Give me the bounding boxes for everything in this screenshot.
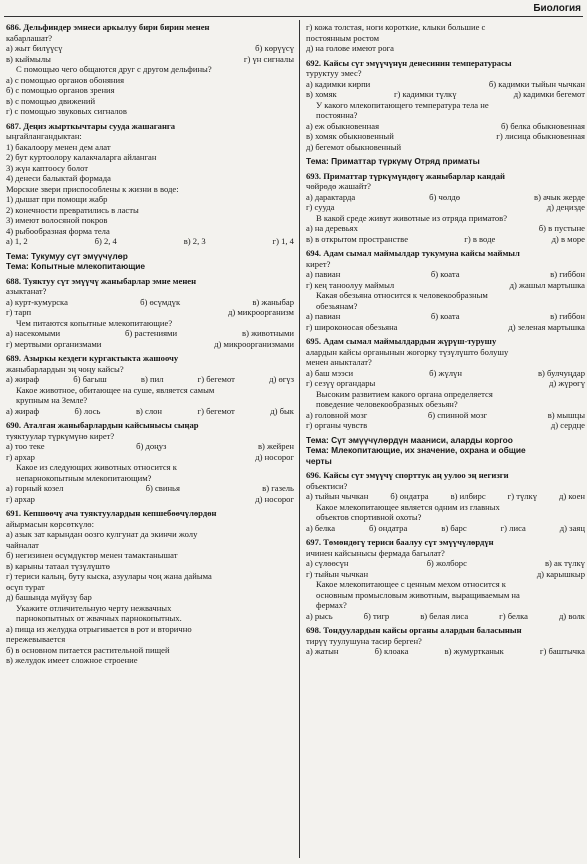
answer-option: в) ачык жерде [534,191,585,202]
answer-option: а) тыйын чычкан [306,491,369,501]
answer-option: а) павиан [306,311,341,321]
answer-row-ru [6,655,294,666]
question-line: 1) дышат при помощи жабр [6,194,108,204]
answer-option: а) горный козел [6,483,64,493]
answer-option: д) деңизде [546,202,585,212]
question-line: постоянным ростом [306,32,380,43]
answer-row-ru [306,131,585,142]
answer-row-ky [6,43,294,54]
topic-line: Тема: Приматтар түркүмү Отряд приматы [306,156,480,166]
answer-option: б) жүлүн [429,367,462,378]
question-block [6,121,294,247]
question-line: 692. Кайсы сүт эмүүчүнүн денесинин температурасы [306,57,512,68]
answer-option: в) жаныбар [252,296,294,307]
answer-row-ky [6,374,294,385]
question-line: алардын кайсы органынын жогорку түзүлүштө болушу [306,346,509,357]
answer-option: д) карышкыр [536,568,585,579]
answer-option: г) с помощью звуковых сигналов [6,106,127,116]
question-text-ru: поведение человекообразных обезьян? [316,399,458,409]
question-line: д) башында мүйүзү бар [6,592,92,602]
answer-option: г) белка [499,610,528,621]
answer-option: а) белка [306,522,336,533]
question-block [6,420,294,504]
answer-row-ky [306,378,585,389]
question-block [6,22,294,117]
question-block [306,58,585,153]
answer-option: в) ак түлкү [544,558,585,568]
question-line: 687. Деңиз жырткычтары сууда жашаганга [6,120,176,131]
answer-row-ru [306,420,585,431]
question-text-ru: парнокопытных от жвачных парнокопытных. [16,613,182,623]
question-line: 689. Азыркы кездеги кургактыкта жашоочу [6,353,179,363]
question-line: өсүп турат [6,581,45,592]
answer-option: г) бегемот [197,405,235,416]
question-block [306,171,585,245]
question-block [6,276,294,350]
answer-option: г) тыйын чычкан [306,568,369,579]
answer-row-ky [306,269,585,280]
question-block [306,22,585,54]
answer-row-ru [306,410,585,421]
answer-option: б) коата [430,269,460,279]
answer-option: а) курт-кумурска [6,296,68,307]
answer-option: д) жашыл мартышка [509,279,585,290]
answer-option: г) кең таноолуу маймыл [306,279,395,290]
question-text-ru: Чем питаются копытные млекопитающие? [16,317,173,328]
answer-row-ru [6,85,294,96]
answer-option: д) волк [558,610,585,621]
answer-option: б) клоака [374,646,409,656]
answer-option: а) павиан [306,269,341,279]
answer-row-ru [6,106,294,117]
question-line: а) азык зат карындан оозго кулгунат да экинчи жолу [6,529,198,539]
answer-option: б) ондатра [369,522,408,533]
question-line: г) кожа толстая, ноги короткие, клыки большие с [306,22,486,32]
answer-option: а) на деревьях [306,223,358,233]
question-block [306,537,585,621]
question-line: менен аныкталат? [306,357,372,367]
answer-row-ru [306,234,585,245]
answer-option: а) жатын [306,646,339,656]
answer-option: в) желудок имеет сложное строение [6,655,138,665]
topic-heading [306,435,585,467]
answer-option: б) спинной мозг [427,409,488,420]
question-line: тирүү туулушуна тасир берген? [306,635,422,646]
answer-row-ru [6,96,294,107]
answer-option: б) доңуз [136,441,167,451]
question-line: 698. Тондуулардын кайсы органы алардын баласынын [306,625,522,635]
answer-row-ky [306,280,585,291]
topic-line: Тема: Копытные млекопитающие [6,261,146,271]
answer-option: б) 2, 4 [94,236,117,246]
answer-option: б) белка обыкновенная [500,120,585,131]
answer-row-ky [6,452,294,463]
question-text-ru: Какое млекопитающее с ценным мехом относится к [316,579,506,589]
answer-option: а) с помощью органов обоняния [6,74,125,85]
answer-option: а) сүлөөсүн [306,558,349,568]
question-line: 2) бут куртоолору калакчаларга айланган [6,152,157,162]
question-line: 688. Туяктуу сүт эмүүчү жаныбарлар эмне менен [6,275,197,286]
question-block [306,336,585,431]
question-text-ru: Какое животное, обитающее на суше, является самым [16,384,215,395]
answer-row-ky [306,89,585,100]
answer-option: а) баш мээси [306,367,354,378]
question-block [306,470,585,533]
answer-option: д) носорог [255,451,294,462]
question-text-ru: непарнокопытным млекопитающим? [16,472,152,483]
answer-row-ru [6,634,294,645]
answer-option: д) бык [270,405,294,416]
page-header: Биология [533,3,581,14]
answer-row-ky [6,236,294,247]
answer-row-ky [306,569,585,580]
question-line: кирет? [306,258,331,269]
answer-option: в) гиббон [550,311,585,321]
answer-option: г) сезүү органдары [306,378,376,388]
question-text-ru: крупным на Земле? [16,395,88,405]
answer-option: г) бегемот [197,374,235,384]
answer-option: д) сердце [550,420,585,430]
answer-row-ru [6,339,294,350]
answer-row-ky [306,79,585,90]
answer-option: а) кадимки кирпи [306,78,371,89]
answer-row-ky [6,441,294,452]
question-line: кабарлашат? [6,32,53,43]
question-text-ru: Укажите отличительную черту нежвачных [16,602,172,613]
answer-option: б) жолборс [426,558,467,568]
question-line: 694. Адам сымал маймылдар тукумуна кайсы маймыл [306,248,520,258]
answer-option: в) илбирс [450,491,486,501]
question-line: г) териси калың, буту кыска, азуулары чоң жана дайыма [6,571,212,581]
question-line: д) на голове имеют рога [306,43,394,53]
answer-option: в) хомяк [306,89,337,99]
question-text-ru: Какое млекопитающее является одним из главных [316,501,500,512]
topic-heading [306,156,585,167]
answer-row-ru [6,494,294,505]
answer-row-ky [306,491,585,502]
answer-option: д) өгүз [269,374,294,384]
question-line: азыктанат? [6,286,47,296]
question-line: 693. Приматтар түркүмүндөгү жаныбарлар кандай [306,170,505,181]
question-line: 691. Кепшөөчү ача туяктуулардын кепшебөөчүлөрдөн [6,508,217,518]
topic-line: Тема: Сүт эмүүчүлөрдүн мааниси, аларды коргоо [306,434,513,445]
answer-option: г) сууда [306,202,335,212]
question-text-ru: У какого млекопитающего температура тела не [316,99,489,110]
question-line: объектиси? [306,480,348,491]
answer-option: б) в пустыне [538,223,585,233]
answer-option: а) 1, 2 [6,236,28,246]
answer-option: а) тоо теке [6,441,45,451]
answer-option: а) дарактарда [306,191,356,202]
answer-row-ru [6,406,294,417]
question-line: б) негизинен өсүмдүктөр менен тамактанышат [6,550,178,560]
answer-option: д) зеленая мартышка [508,321,585,332]
answer-option: в) жумуртканык [444,646,504,656]
question-line: 696. Кайсы сүт эмүүчү спорттук аң уулоо эң негизги [306,470,509,480]
answer-option: а) пища из желудка отрыгивается в рот и вторично [6,623,192,634]
answer-option: б) коата [430,311,460,321]
header-rule [4,16,583,17]
answer-option: д) носорог [255,493,294,504]
question-line: 4) денеси балыктай формада [6,173,111,183]
answer-row-ru [6,75,294,86]
answer-row-ru [306,142,585,153]
answer-row-ru [6,483,294,494]
answer-option: б) чөлдө [429,191,461,202]
answer-option: в) барс [441,522,467,533]
question-line: 1) бакалоору менен дем алат [6,141,111,152]
answer-option: в) слон [135,405,163,416]
question-block [6,353,294,416]
question-line: чөйрөдө жашайт? [306,181,371,191]
answer-option: пережевывается [6,634,66,644]
question-text-ru: Высоким развитием какого органа определяется [316,388,493,399]
answer-option: г) архар [6,451,35,462]
question-text-ru: фермах? [316,600,347,610]
right-column [306,22,585,661]
question-text-ru: Какое из следующих животных относится к [16,462,177,472]
answer-option: д) жүрөгү [548,378,585,388]
question-line: ыңгайлангандыктан: [6,131,82,141]
question-line: в) карыны татаал түзүлүштө [6,560,110,571]
answer-option: д) микроорганизмами [214,338,294,349]
answer-row-ky [306,202,585,213]
question-line: чайналат [6,539,39,550]
answer-option: г) лиса [500,522,526,533]
question-block [306,625,585,657]
left-column [6,22,294,670]
answer-row-ru [306,223,585,234]
answer-option: в) белая лиса [420,610,469,621]
answer-option: а) еж обыкновенная [306,120,380,131]
answer-row-ru [306,311,585,322]
question-text-ru: основным промысловым животным, выращиваемым на [316,589,520,600]
question-line: айырмасын көрсөткүлө: [6,518,94,529]
answer-option: а) жираф [6,405,40,416]
answer-option: д) коен [559,491,585,501]
answer-option: д) заяц [559,522,585,533]
question-line: туяктуулар түркүмүнө кирет? [6,430,115,441]
question-line: 2) конечности превратились в ласты [6,204,139,215]
question-block [6,508,294,666]
question-line: 690. Аталган жаныбарлардын кайсынысы сыңар [6,420,199,430]
answer-option: в) булчуңдар [537,367,585,378]
answer-row-ky [306,558,585,569]
answer-option: г) баштычка [539,646,585,656]
answer-option: г) лисица обыкновенная [496,131,585,141]
answer-option: г) тарп [6,307,32,317]
question-line: Морские звери приспособлены к жизни в воде: [6,183,179,194]
answer-option: г) үн сигналы [243,53,294,64]
answer-row-ky [6,307,294,318]
question-text-ru: С помощью чего общаются друг с другом дельфины? [16,64,212,74]
question-line: жаныбарлардын эң чоңу кайсы? [6,363,124,374]
answer-option: а) жыт билүүсү [6,43,63,53]
topic-line: Тема: Млекопитающие, их значение, охрана и общие [306,445,526,455]
question-line: 4) рыбообразная форма тела [6,225,110,236]
question-text-ru: объектов спортивной охоты? [316,512,422,522]
question-text-ru: В какой среде живут животные из отряда приматов? [316,212,508,223]
answer-option: г) мертвыми организмами [6,338,102,349]
answer-option: г) кадимки түлкү [393,89,457,99]
answer-option: б) растениями [125,328,178,338]
question-text-ru: постоянна? [316,110,358,120]
column-divider [299,20,300,858]
answer-option: в) животными [242,328,294,338]
question-block [306,248,585,332]
answer-option: а) головной мозг [306,409,368,420]
answer-row-ru [6,328,294,339]
answer-row-ky [6,297,294,308]
answer-option: а) жираф [6,374,40,384]
answer-option: г) органы чувств [306,420,368,430]
answer-option: в) хомяк обыкновенный [306,131,394,141]
answer-option: б) көрүүсү [255,43,294,53]
answer-option: б) лось [74,405,101,416]
answer-option: б) тигр [363,610,390,621]
answer-option: г) архар [6,493,35,504]
question-line: туруктуу эмес? [306,68,362,78]
answer-row-ru [306,523,585,534]
answer-row-ru [6,645,294,656]
answer-option: д) бегемот обыкновенный [306,141,402,152]
answer-option: в) с помощью движений [6,95,96,106]
question-text-ru: Какая обезьяна относится к человекообразным [316,290,488,300]
answer-row-ky [6,54,294,65]
answer-option: г) в воде [464,233,496,244]
answer-option: д) микроорганизм [227,307,294,317]
answer-row-ky [306,646,585,657]
answer-option: в) 2, 3 [183,236,206,246]
answer-option: в) мышцы [547,409,585,420]
answer-option: а) рысь [306,610,333,621]
answer-option: в) пил [140,374,164,384]
answer-option: а) насекомыми [6,328,61,338]
topic-line: черты [306,455,332,466]
answer-option: д) кадимки бегемот [513,89,585,99]
question-line: 3) жүн каптоосу болот [6,162,89,173]
topic-heading [6,251,294,272]
answer-option: в) гиббон [550,269,585,279]
answer-row-ru [6,624,294,635]
answer-row-ru [306,322,585,333]
answer-option: г) 1, 4 [272,236,294,246]
question-line: ичинен кайсынысы фермада багылат? [306,547,445,558]
answer-option: в) в открытом пространстве [306,233,409,244]
answer-option: д) в море [551,233,585,244]
answer-option: в) жейрен [257,441,294,451]
answer-option: б) кадимки тыйын чычкан [488,78,585,89]
topic-line: Тема: Тукумуу сүт эмүүчүлөр [6,250,128,261]
answer-option: б) в основном питается растительной пищей [6,644,170,655]
question-line: 3) имеют волосяной покров [6,215,108,225]
answer-option: в) газель [262,483,294,493]
question-line: 686. Дельфиндер эмнеси аркылуу бири бирин менен [6,22,210,32]
answer-option: б) багыш [73,374,107,384]
question-line: 695. Адам сымал маймылдардын жүрүш-турушу [306,336,497,346]
answer-option: б) ондатра [390,491,429,501]
answer-option: в) кыймылы [6,53,51,64]
question-line: 697. Төмөндөгү териси баалуу сүт эмүүчүлөрдүн [306,537,494,547]
answer-option: б) с помощью органов зрения [6,85,115,95]
answer-option: г) түлкү [507,491,538,501]
answer-row-ru [306,121,585,132]
answer-row-ru [306,611,585,622]
answer-option: б) өсүмдүк [140,296,181,307]
answer-row-ky [306,368,585,379]
answer-option: г) широконосая обезьяна [306,321,398,332]
answer-option: б) свинья [145,483,180,493]
question-text-ru: обезьянам? [316,300,358,311]
answer-row-ky [306,192,585,203]
